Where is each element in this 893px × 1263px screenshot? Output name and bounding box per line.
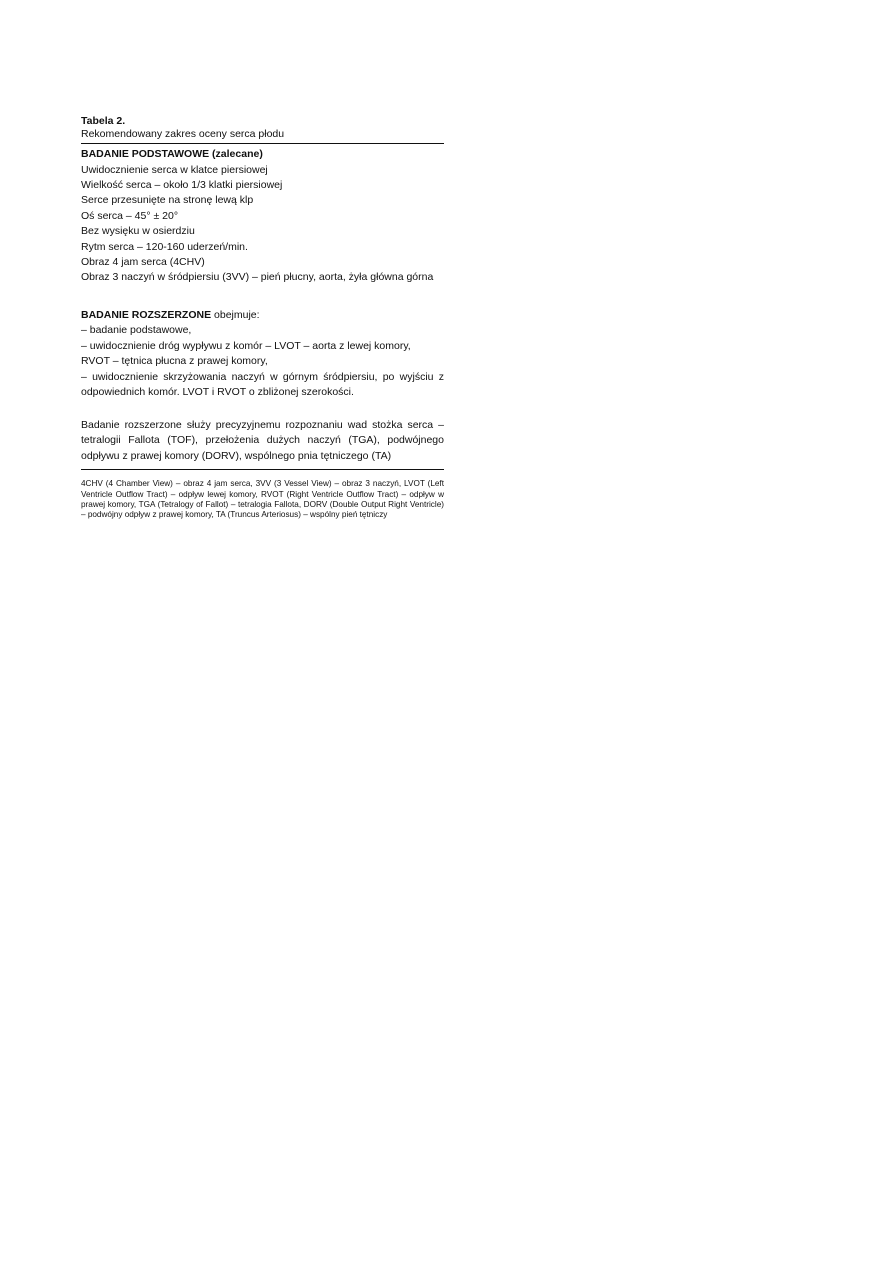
table-caption: Rekomendowany zakres oceny serca płodu — [81, 128, 285, 140]
extended-section-heading: BADANIE ROZSZERZONE — [81, 308, 212, 321]
list-item: – uwidocznienie dróg wypływu z komór – LVOT – aorta z lewej komory, — [81, 339, 411, 352]
recommendation-table — [81, 115, 444, 521]
extended-section-heading-suffix: obejmuje: — [211, 308, 260, 321]
basic-section-heading: BADANIE PODSTAWOWE (zalecane) — [81, 148, 263, 160]
header-divider — [81, 143, 444, 144]
footnote-divider — [81, 469, 444, 470]
extended-section — [81, 308, 444, 401]
table-title: Tabela 2. — [81, 115, 126, 127]
extended-items-list — [81, 323, 444, 401]
list-item: Oś serca – 45° ± 20° — [81, 209, 179, 222]
list-item: Wielkość serca – około 1/3 klatki piersiowej — [81, 178, 283, 191]
extended-section-lead — [81, 308, 444, 324]
list-item: Rytm serca – 120-160 uderzeń/min. — [81, 240, 248, 253]
list-item: RVOT – tętnica płucna z prawej komory, — [81, 355, 268, 368]
extended-summary: Badanie rozszerzone służy precyzyjnemu rozpoznaniu wad stożka serca – tetralogii Fallota (TOF), przełożenia dużych naczyń (TGA), podwójnego odpływu z prawej komory (DORV), wspólnego pnia tętniczego (TA) — [81, 418, 444, 462]
list-item: Uwidocznienie serca w klatce piersiowej — [81, 163, 268, 176]
list-item: – uwidocznienie skrzyżowania naczyń w górnym śródpiersiu, po wyjściu z odpowiednich komór. LVOT i RVOT o zbliżonej szerokości. — [81, 370, 444, 399]
list-item: Obraz 3 naczyń w śródpiersiu (3VV) – pień płucny, aorta, żyła główna górna — [81, 271, 434, 284]
abbreviations-footnote: 4CHV (4 Chamber View) – obraz 4 jam serca, 3VV (3 Vessel View) – obraz 3 naczyń, LVOT (Left Ventricle Outflow Tract) – odpływ lewej komory, RVOT (Right Ventricle Outflow Tract) – odpływ w prawej komory, TGA (Tetralogy of Fallot) – tetralogia Fallota, DORV (Double Output Right Ventricle) – podwójny odpływ z prawej komory, TA (Truncus Arteriosus) – wspólny pień tętniczy — [81, 479, 444, 520]
list-item: Obraz 4 jam serca (4CHV) — [81, 255, 205, 268]
basic-items-list — [81, 163, 444, 286]
list-item: Bez wysięku w osierdziu — [81, 225, 195, 238]
list-item: – badanie podstawowe, — [81, 324, 192, 337]
list-item: Serce przesunięte na stronę lewą klp — [81, 194, 254, 207]
